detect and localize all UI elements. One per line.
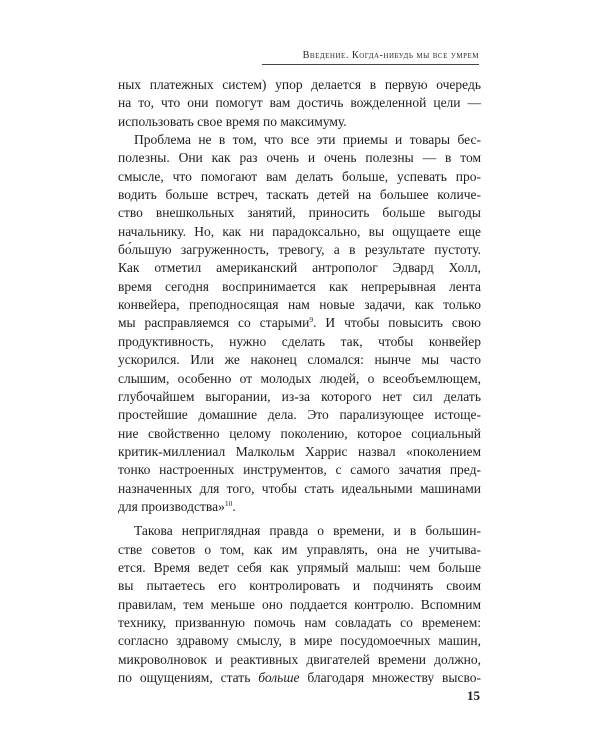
body-text	[118, 76, 481, 687]
page-number: 15	[467, 688, 480, 703]
text-line: вы пытаетесь его контролировать и подчинять своим	[118, 578, 481, 594]
text-line: ется. Время ведет себя как упрямый малыш: чем больше	[118, 559, 481, 575]
text-line: конвейера, преподносящая нам новые задачи, как только	[118, 297, 481, 313]
paragraph-3	[118, 522, 481, 687]
header-rule	[262, 64, 479, 65]
text-line: назначенных для того, чтобы стать идеальными машинами	[118, 480, 481, 496]
text-line	[118, 314, 481, 332]
text-line	[118, 498, 481, 516]
text-fragment: для производства»	[118, 498, 225, 514]
text-line: технику, призванную помочь нам совладать со временем:	[118, 614, 481, 630]
text-line: ускорился. Или же наконец сломался: нынче мы часто	[118, 352, 481, 368]
text-line: ство внешкольных занятий, приносить больше выгоды	[118, 205, 481, 221]
text-line: Такова неприглядная правда о времени, и в большин-	[134, 523, 481, 539]
text-fragment: .	[232, 498, 236, 514]
text-line: использовать свое время по максимуму.	[118, 113, 347, 129]
text-line: согласно здравому смыслу, в мире посудомоечных машин,	[118, 633, 481, 649]
text-line: критик-миллениал Малкольм Харрис назвал «поколением	[118, 443, 481, 459]
text-line: правилам, тем меньше оно поддается контролю. Вспомним	[118, 596, 481, 612]
emphasis-word: больше	[258, 670, 300, 685]
text-line: полезны. Они как раз очень и очень полезны — в том	[118, 150, 481, 166]
text-line: продуктивность, нужно сделать так, чтобы конвейер	[118, 333, 481, 349]
text-line: ние свойственно целому поколению, которое социальный	[118, 425, 481, 441]
footnote-marker: 10	[224, 498, 233, 508]
paragraph-1	[118, 76, 481, 131]
running-header: Введение. Когда-нибудь мы все умрем	[302, 50, 479, 61]
text-line: микроволновок и реактивных двигателей времени должно,	[118, 651, 481, 667]
text-line: время сегодня воспринимается как непрерывная лента	[118, 278, 481, 294]
text-line: бо́льшую загруженность, тревогу, а в результате пустоту.	[118, 242, 481, 258]
text-line: слышим, особенно от молодых людей, о всеобъемлющем,	[118, 370, 481, 386]
text-line: стве советов о том, как им управлять, она не учитыва-	[118, 541, 481, 557]
text-line	[118, 669, 481, 687]
text-line: водить больше встреч, таскать детей на большее количе-	[118, 187, 481, 203]
text-fragment: . И чтобы повысить свою	[313, 315, 481, 331]
text-fragment: благодаря множеству высво-	[299, 670, 482, 685]
text-line: Проблема не в том, что все эти приемы и товары бес-	[134, 132, 481, 148]
footnote-marker: 9	[309, 315, 314, 325]
text-fragment: по ощущениям, стать	[118, 670, 259, 685]
text-line: ных платежных систем) упор делается в первую очередь	[118, 77, 481, 92]
text-line: Как отметил американский антрополог Эдвард Холл,	[118, 260, 481, 276]
text-line: простейшие домашние дела. Это парализующее истоще-	[118, 407, 481, 423]
text-line: смысле, что помогают вам делать больше, успевать про-	[118, 168, 481, 184]
text-line: на то, что они помогут вам достичь вожделенной цели —	[118, 95, 481, 111]
paragraph-2	[118, 131, 481, 516]
text-line: глубочайшем выгорании, из-за которого нет сил делать	[118, 388, 481, 404]
text-line: тонко настроенных инструментов, с самого зачатия пред-	[118, 462, 481, 478]
text-fragment: мы расправляемся со старыми	[118, 315, 310, 331]
text-line: начальнику. Но, как ни парадоксально, вы ощущаете еще	[118, 223, 481, 239]
